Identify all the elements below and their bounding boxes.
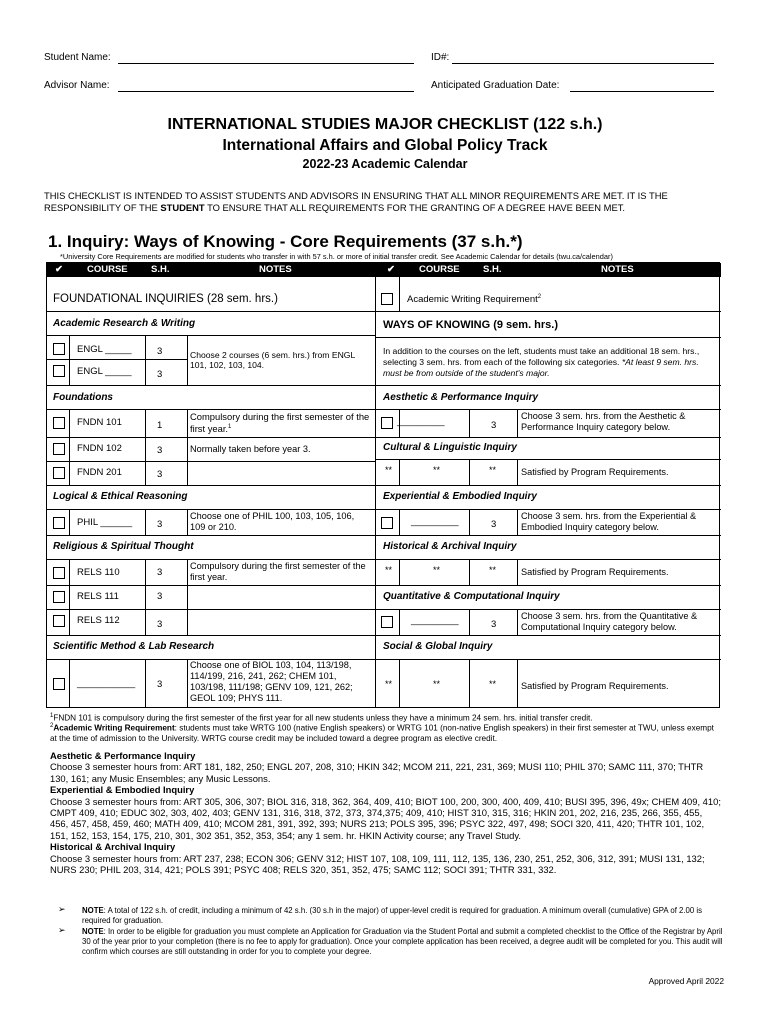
cultural-note: Satisfied by Program Requirements. xyxy=(521,467,669,477)
footnote-1: $^1$FNDN 101 is compulsory during the first semester of the first year for all new students unless they have a minimum 24 sem. hrs. initial transfer credit. xyxy=(50,713,593,723)
social-check: ** xyxy=(385,679,393,689)
engl-sh: 3 xyxy=(157,369,163,380)
student-name-field[interactable] xyxy=(118,63,414,64)
grad-date-field[interactable] xyxy=(570,91,714,92)
section-title: 1. Inquiry: Ways of Knowing - Core Requirements (37 s.h.*) xyxy=(48,232,523,251)
responsibility-statement: THIS CHECKLIST IS INTENDED TO ASSIST STUDENTS AND ADVISORS IN ENSURING THAT ALL MINOR REQUIREMENTS ARE MET. IT IS THE RESPONSIBILITY OF THE STUDENT TO ENSURE THAT ALL REQUIREMENTS FOR THE GRANTING OF A DEGREE HAVE BEEN MET. xyxy=(44,190,668,213)
col-notes: NOTES xyxy=(259,264,292,275)
fndn201-course: FNDN 201 xyxy=(77,467,122,478)
foundational-heading: FOUNDATIONAL INQUIRIES (28 sem. hrs.) xyxy=(53,293,278,305)
fndn101-course: FNDN 101 xyxy=(77,417,122,428)
historical-note: Satisfied by Program Requirements. xyxy=(521,567,669,577)
historical-list: Historical & Archival Inquiry Choose 3 semester hours from: ART 237, 238; ECON 306; GENV 312; HIST 107, 108, 109, 111, 112, 135, 136, 230, 251, 252, 306, 312, 391; MUSI 131, 132; NURS 230; PHIL 203, 314, 421; POLS 391; PSYC 408; RELS 320, 351, 352, 475; SAMC 112; SOCI 391; THTR 331, 332. xyxy=(50,841,705,876)
col-course-right: COURSE xyxy=(419,264,460,275)
col-sh: S.H. xyxy=(151,264,170,275)
cultural-sh: ** xyxy=(489,465,497,475)
quantitative-sh: 3 xyxy=(491,619,497,630)
rels112-checkbox[interactable] xyxy=(53,615,65,627)
arrow-bullet-icon: ➢ xyxy=(58,925,66,935)
graduation-credit-note: NOTE: A total of 122 s.h. of credit, including a minimum of 42 s.h. (30 s.h in the major) of upper-level credit is required for graduation. A minimum overall (cumulative) GPA of 2.00 is required for graduation. xyxy=(82,906,703,925)
rels112-sh: 3 xyxy=(157,619,163,630)
rels112-course: RELS 112 xyxy=(77,615,120,626)
rels110-course: RELS 110 xyxy=(77,567,120,578)
page-title: INTERNATIONAL STUDIES MAJOR CHECKLIST (122 s.h.) xyxy=(167,116,603,133)
logical-heading: Logical & Ethical Reasoning xyxy=(53,491,188,502)
fndn201-sh: 3 xyxy=(157,469,163,480)
experiential-note: Choose 3 sem. hrs. from the Experiential & Embodied Inquiry category below. xyxy=(521,511,697,532)
fndn101-sh: 1 xyxy=(157,420,163,431)
rels111-sh: 3 xyxy=(157,591,163,602)
rels111-checkbox[interactable] xyxy=(53,591,65,603)
aesthetic-sh: 3 xyxy=(491,420,497,431)
id-label: ID#: xyxy=(431,52,450,63)
historical-sh: ** xyxy=(489,565,497,575)
quantitative-course[interactable]: _________ xyxy=(411,615,459,626)
engl-2-course[interactable]: ENGL _____ xyxy=(77,366,132,377)
approved-date: Approved April 2022 xyxy=(648,976,724,986)
aesthetic-heading: Aesthetic & Performance Inquiry xyxy=(383,392,539,403)
social-note: Satisfied by Program Requirements. xyxy=(521,681,669,691)
fndn102-course: FNDN 102 xyxy=(77,443,122,454)
experiential-checkbox[interactable] xyxy=(381,517,393,529)
engl-sh: 3 xyxy=(157,346,163,357)
engl-1-course[interactable]: ENGL _____ xyxy=(77,344,132,355)
academic-research-heading: Academic Research & Writing xyxy=(53,318,196,329)
col-sh-right: S.H. xyxy=(483,264,502,275)
requirements-table xyxy=(46,262,720,708)
wok-heading: WAYS OF KNOWING (9 sem. hrs.) xyxy=(383,319,559,331)
phil-note: Choose one of PHIL 100, 103, 105, 106, 109 or 210. xyxy=(190,511,355,532)
cultural-course: ** xyxy=(433,465,441,475)
science-note: Choose one of BIOL 103, 104, 113/198, 114/199, 216, 241, 262; CHEM 101, 103/198, 111/198; GENV 109, 121, 262; GEOL 109; PHYS 111. xyxy=(190,660,353,703)
quantitative-note: Choose 3 sem. hrs. from the Quantitative & Computational Inquiry category below. xyxy=(521,611,698,632)
religious-heading: Religious & Spiritual Thought xyxy=(53,541,194,552)
historical-heading: Historical & Archival Inquiry xyxy=(383,541,517,552)
cultural-heading: Cultural & Linguistic Inquiry xyxy=(383,442,517,453)
cultural-check: ** xyxy=(385,465,393,475)
historical-check: ** xyxy=(385,565,393,575)
rels110-sh: 3 xyxy=(157,567,163,578)
wok-note: In addition to the courses on the left, students must take an additional 18 sem. hrs., selecting 3 sem. hrs. from each of the following six categories. *At least 9 sem. hrs. must be from outside of the student's major. xyxy=(383,346,700,378)
science-checkbox[interactable] xyxy=(53,678,65,690)
aesthetic-list: Aesthetic & Performance Inquiry Choose 3 semester hours from: ART 181, 182, 250; ENGL 207, 208, 310; HKIN 342; MCOM 211, 221, 231, 369; MUSI 110; PHIL 370; SAMC 111, 370; THTR 130, 161; any Music Ensembles; any Music Lessons. xyxy=(50,750,704,784)
awr-checkbox[interactable] xyxy=(381,293,393,305)
phil-course[interactable]: PHIL ______ xyxy=(77,517,133,528)
check-icon: ✔ xyxy=(55,264,63,275)
aesthetic-checkbox[interactable] xyxy=(381,417,393,429)
inquiry-lists xyxy=(50,750,722,875)
grad-date-label: Anticipated Graduation Date: xyxy=(431,80,560,91)
advisor-name-label: Advisor Name: xyxy=(44,80,110,91)
experiential-course[interactable]: _________ xyxy=(411,516,459,527)
rels110-checkbox[interactable] xyxy=(53,567,65,579)
experiential-list: Experiential & Embodied Inquiry Choose 3 semester hours from: ART 305, 306, 307; BIOL 316, 318, 362, 364, 409, 410; BIOT 100, 200, 300, 400, 409, 410; BUSI 395, 396, 49x; CHEM 409, 410; CMPT 409, 410; EDUC 302, 303, 402, 403; GENV 131, 316, 318, 372, 373, 374,375; 409, 410; HIST 310, 315, 316; HKIN 201, 202, 216, 235, 266, 355, 455, 456, 457, 458, 459, 460; MATH 409, 410; MCOM 281, 391, 392, 393; NURS 213; POLS 395, 396; PSYC 322, 497, 498; SOCI 320, 411, 420; THTR 101, 102, 151, 152, 153, 154, 175, 210, 301, 302 351, 352, 353, 354; any 1 sem. hr. HKIN Activity course; any Travel Study. xyxy=(50,784,721,841)
rels110-note: Compulsory during the first semester of the first year. xyxy=(190,561,366,582)
rels111-course: RELS 111 xyxy=(77,591,119,602)
fndn101-checkbox[interactable] xyxy=(53,417,65,429)
id-field[interactable] xyxy=(452,63,714,64)
historical-course: ** xyxy=(433,565,441,575)
quantitative-checkbox[interactable] xyxy=(381,616,393,628)
engl-2-checkbox[interactable] xyxy=(53,365,65,377)
social-sh: ** xyxy=(489,679,497,689)
science-course[interactable]: ___________ xyxy=(77,678,136,689)
fndn102-note: Normally taken before year 3. xyxy=(190,444,311,454)
calendar-title: 2022-23 Academic Calendar xyxy=(302,157,468,171)
phil-sh: 3 xyxy=(157,519,163,530)
fndn201-checkbox[interactable] xyxy=(53,467,65,479)
fndn101-note: Compulsory during the first semester of the first year.$^1$ xyxy=(190,411,370,435)
student-name-label: Student Name: xyxy=(44,52,111,63)
social-heading: Social & Global Inquiry xyxy=(383,641,493,652)
quantitative-heading: Quantitative & Computational Inquiry xyxy=(383,591,560,602)
footnote-2: $^2$Academic Writing Requirement: students must take WRTG 100 (native English speakers) or WRTG 101 (non-native English speakers) in their first semester at TWU, unless exempt at the time of admission to the University. WRTG course credit may be included toward a degree program as elective credit. xyxy=(50,723,714,743)
col-notes-right: NOTES xyxy=(601,264,634,275)
engl-note: Choose 2 courses (6 sem. hrs.) from ENGL 101, 102, 103, 104. xyxy=(190,350,355,370)
check-icon: ✔ xyxy=(387,264,395,275)
foundations-heading: Foundations xyxy=(53,392,113,403)
track-title: International Affairs and Global Policy Track xyxy=(222,137,548,154)
science-sh: 3 xyxy=(157,679,163,690)
phil-checkbox[interactable] xyxy=(53,517,65,529)
fndn102-sh: 3 xyxy=(157,445,163,456)
arrow-bullet-icon: ➢ xyxy=(58,904,66,914)
table-header xyxy=(47,263,721,277)
graduation-application-note: NOTE: In order to be eligible for graduation you must complete an Application for Graduation via the Student Portal and submit a completed checklist to the Office of the Registrar by April 30 of the year prior to your completion (there is no fee to apply for graduation). Once your complete application has been received, a degree audit will be completed for you. This audit will confirm which courses are still outstanding in order for you to complete your degree. xyxy=(82,927,723,956)
awr-label: Academic Writing Requirement$^2$ xyxy=(407,294,542,306)
section-note: *University Core Requirements are modified for students who transfer in with 57 s.h. or more of initial transfer credit. See Academic Calendar for details (twu.ca/calendar) xyxy=(60,252,613,261)
aesthetic-course[interactable]: _________ xyxy=(397,416,445,427)
experiential-heading: Experiential & Embodied Inquiry xyxy=(383,491,537,502)
fndn102-checkbox[interactable] xyxy=(53,443,65,455)
aesthetic-note: Choose 3 sem. hrs. from the Aesthetic & Performance Inquiry category below. xyxy=(521,411,686,432)
scientific-heading: Scientific Method & Lab Research xyxy=(53,641,215,652)
col-course: COURSE xyxy=(87,264,128,275)
engl-1-checkbox[interactable] xyxy=(53,343,65,355)
experiential-sh: 3 xyxy=(491,519,497,530)
social-course: ** xyxy=(433,679,441,689)
advisor-name-field[interactable] xyxy=(118,91,414,92)
